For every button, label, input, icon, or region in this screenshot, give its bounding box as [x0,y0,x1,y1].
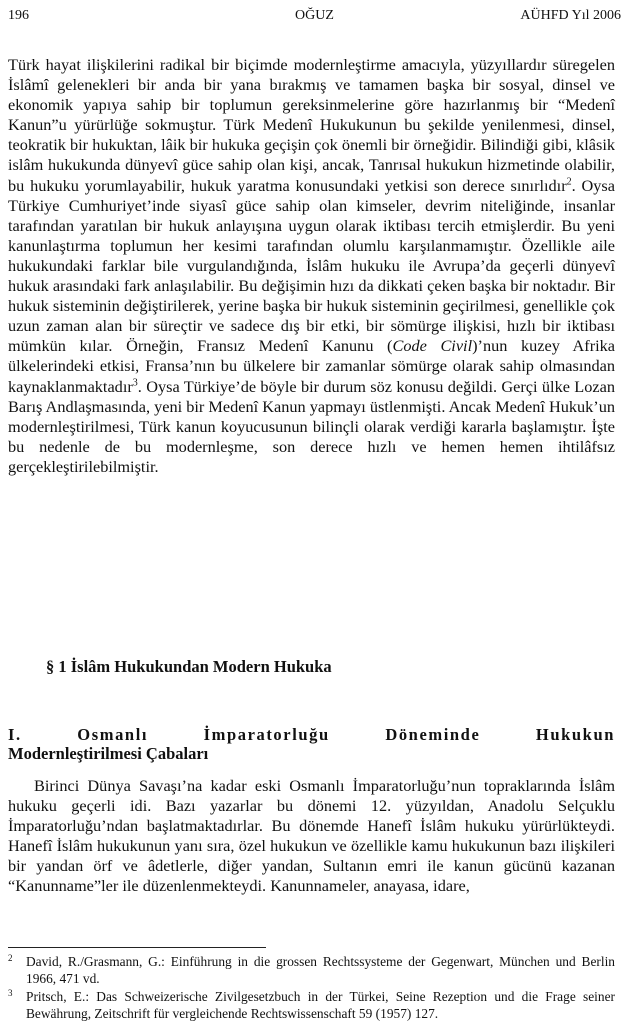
footnote-3 [8,988,615,1022]
footnotes [8,953,615,1023]
paragraph-1-text-d: . Oysa Türkiye’de böyle bir durum söz konusu değildi. Gerçi ülke Lozan Barış Andlaşmasında, yeni bir Medenî Kanun yapmayı üstlenmişti. Ancak Medenî Hukuk’un modernleştirilmesi, Türk kanun koyucusunun bilinçli olarak verdiği kararla başlamıştır. İşte bu nedenle de bu modernleşme, son derece hızlı ve hemen hemen ihtilâfsız gerçekleştirilebilmiştir. [8,376,615,476]
footnote-2 [8,953,615,987]
header-author: OĞUZ [295,8,334,23]
footnote-marker: 2 [8,953,13,963]
page-number: 196 [8,8,29,23]
footnote-divider [8,947,266,948]
footnote-ref-2: 2 [566,176,572,188]
subsection-heading-line-2: Modernleştirilmesi Çabaları [8,744,209,763]
running-header [8,6,621,26]
paragraph-1-text-a: Türk hayat ilişkilerini radikal bir biçimde modernleştirme amacıyla, yüzyıllardır süregelen İslâmî gelenekleri bir anda bir yana bırakmış ve tamamen başka bir sosyal, dinsel ve ekonomik yapıya sahip bir toplumun gereksinmelerine göre hazırlanmış bir “Medenî Kanun”u yürürlüğe sokmuştur. Türk Medenî Hukukunun bu şekilde yenilenmesi, dinsel, teokratik bir hukuktan, lâik bir hukuka geçişin çok önemli bir örneğidir. Bilindiği gibi, klâsik islâm hukukunda dünyevî güce sahip olan kişi, ancak, Tanrısal hukukun hizmetinde olabilir, bu hukuku yorumlayabilir, hukuk yaratma konusundaki yetkisi son derece sınırlıdır [8,55,615,195]
body-paragraph-1 [8,55,615,477]
footnote-text: Pritsch, E.: Das Schweizerische Zivilgesetzbuch in der Türkei, Seine Rezeption und die Frage seiner Bewährung, Zeitschrift für vergleichende Rechtswissenschaft 59 (1957) 127. [26,989,615,1021]
paragraph-1-text-b: . Oysa Türkiye Cumhuriyet’inde siyasî güce sahip olan kimseler, devrim niteliğinde, insanlar tarafından yaratılan bir hukuk anlayışına uygun olarak iktibası tercih etmişlerdir. Bu yeni kanunlaştırma toplumun her kesimi tarafından olumlu karşılanmamıştır. Özellikle aile hukukundaki farklar bile vurgulandığında, İslâm hukuku ile Avrupa’da geçerli dünyevî hukuk arasındaki fark anlaşılabilir. Bu değişimin hızı da dikkati çeken başka bir noktadır. Bir hukuk sisteminin değiştirilerek, yerine başka bir hukuk sisteminin geçirilmesi, genellikle çok uzun zaman alan bir süreçtir ve sadece dış bir etki, bir sömürge ilişkisi, hızlı bir iktibası mümkün kılar. Örneğin, Fransız Medenî Kanunu ( [8,175,615,356]
section-heading: § 1 İslâm Hukukundan Modern Hukuka [46,657,332,676]
footnote-ref-3: 3 [132,377,138,389]
body-paragraph-2: Birinci Dünya Savaşı’na kadar eski Osmanlı İmparatorluğu’nun topraklarında İslâm hukuku geçerli idi. Bazı yazarlar bu dönemi 12. yüzyıldan, Anadolu Selçuklu İmparatorluğu’ndan başlatmaktadırlar. Bu dönemde Hanefî İslâm hukuku yürürlükteydi. Hanefî İslâm hukukunun yanı sıra, özel hukukun ve özellikle kamu hukukunun bazı ilişkileri bir yandan örf ve âdetlerle, diğer yandan, Sultanın emri ile kanun gücünü kazanan “Kanunname”ler ile düzenlenmekteydi. Kanunnameler, anayasa, idare, [8,776,615,896]
paragraph-1-text-c: )’nun kuzey Afrika ülkelerindeki etkisi, Fransa’nın bu ülkelere bir zamanlar sömürge olarak sahip olmasından kaynaklanmaktadır [8,336,616,396]
code-civil-italic: Code Civil [392,336,473,356]
subsection-heading-line-1: I. Osmanlı İmparatorluğu Döneminde Hukukun [8,725,615,744]
footnote-marker: 3 [8,988,13,998]
header-journal: AÜHFD Yıl 2006 [520,8,621,23]
footnote-text: David, R./Grasmann, G.: Einführung in die grossen Rechtssysteme der Gegenwart, München und Berlin 1966, 471 vd. [26,954,615,986]
subsection-heading [8,725,615,763]
